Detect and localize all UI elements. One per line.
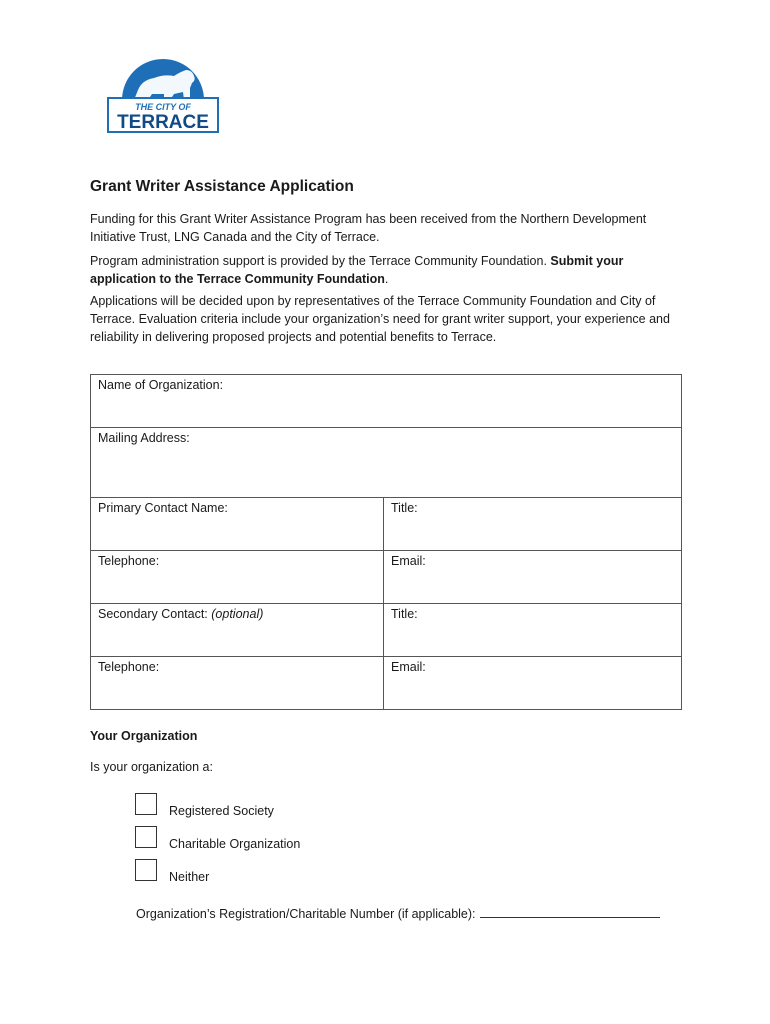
secondary-email-field[interactable] (384, 657, 682, 710)
city-of-terrace-logo (104, 50, 222, 134)
registered-society-label: Registered Society (169, 804, 274, 818)
your-organization-heading: Your Organization (90, 729, 198, 743)
primary-title-label: Title: (391, 501, 418, 515)
secondary-title-label: Title: (391, 607, 418, 621)
charitable-organization-checkbox[interactable] (135, 826, 157, 848)
secondary-title-field[interactable] (384, 604, 682, 657)
primary-phone-label: Telephone: (98, 554, 160, 568)
org-name-row (91, 375, 682, 428)
submit-instruction: Submit your application to the Terrace Community Foundation (90, 254, 624, 286)
primary-contact-row (91, 498, 682, 551)
contact-info-form (90, 374, 682, 710)
administration-text: Program administration support is provided by the Terrace Community Foundation. (90, 254, 551, 268)
intro-paragraph-funding: Funding for this Grant Writer Assistance Program has been received from the Northern Development Initiative Trust, LNG Canada and the City of Terrace. (90, 212, 647, 244)
org-name-label: Name of Organization: (98, 378, 224, 392)
logo-line2: TERRACE (117, 112, 209, 133)
mailing-address-field[interactable] (91, 428, 682, 498)
charitable-organization-label: Charitable Organization (169, 837, 301, 851)
secondary-contact-label: Secondary Contact: (98, 607, 212, 621)
secondary-phone-email-row (91, 657, 682, 710)
registration-number-label: Organization’s Registration/Charitable Number (if applicable): (136, 907, 476, 921)
administration-period: . (384, 272, 389, 286)
secondary-email-label: Email: (391, 660, 426, 674)
registration-number-line (136, 905, 660, 921)
secondary-phone-label: Telephone: (98, 660, 160, 674)
secondary-contact-row (91, 604, 682, 657)
org-name-field[interactable] (91, 375, 682, 428)
mailing-address-label: Mailing Address: (98, 431, 190, 445)
primary-contact-field[interactable] (91, 498, 384, 551)
page-title: Grant Writer Assistance Application (90, 178, 354, 195)
organization-type-question: Is your organization a: (90, 760, 213, 774)
mailing-address-row (91, 428, 682, 498)
registration-number-blank[interactable] (480, 905, 660, 918)
secondary-contact-field[interactable] (91, 604, 384, 657)
intro-paragraph-evaluation: Applications will be decided upon by representatives of the Terrace Community Foundation and City of Terrace. Evaluation criteria include your organization’s need for grant writer support, your experience and reliability in delivering proposed projects and potential benefits to Terrace. (90, 294, 670, 344)
primary-email-label: Email: (391, 554, 426, 568)
secondary-phone-field[interactable] (91, 657, 384, 710)
primary-phone-email-row (91, 551, 682, 604)
primary-contact-label: Primary Contact Name: (98, 501, 228, 515)
neither-checkbox[interactable] (135, 859, 157, 881)
primary-phone-field[interactable] (91, 551, 384, 604)
logo-line1: THE CITY OF (135, 102, 191, 112)
neither-label: Neither (169, 870, 210, 884)
registered-society-checkbox[interactable] (135, 793, 157, 815)
intro-paragraph-administration (90, 252, 680, 288)
primary-email-field[interactable] (384, 551, 682, 604)
primary-title-field[interactable] (384, 498, 682, 551)
optional-note: (optional) (211, 607, 264, 621)
